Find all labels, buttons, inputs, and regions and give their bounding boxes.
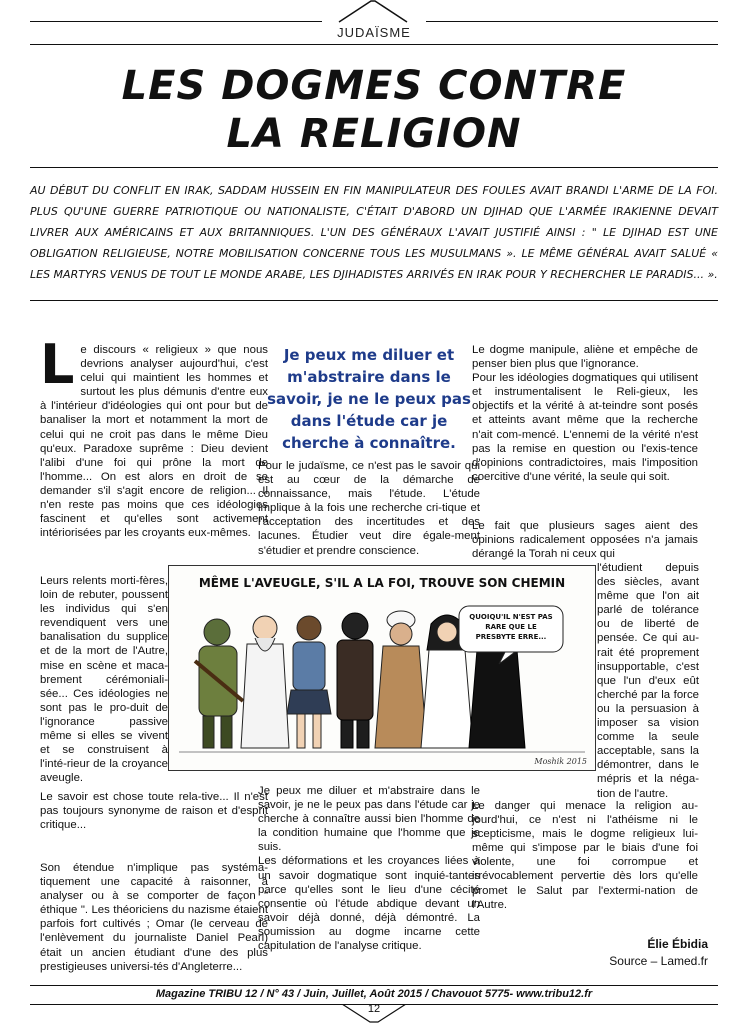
paragraph: Le fait que plusieurs sages aient des opinions radicalement opposées n'a jamais dérangé la Torah ni ceux qui — [472, 520, 698, 561]
paragraph: l'étudient depuis des siècles, avant même que l'on ait parlé de tolérance ou de liberté de pensée. Ce qui au-rait été proprement insupportable, c'est que l'un d'eux eût cherché par la force ou la persuasion à imposer sa vision comme la seule acceptable, sans la démontrer, dans le mépris et la néga-tion de l'autre. — [597, 562, 699, 800]
paragraph: Leurs relents morti-fères, loin de rebuter, poussent les individus qui s'en revendiquent vers une banalisation du supplice et de la mort de l'Autre, mise en scène et maca-brement cérémoniali-sée... Ces idéologies ne sont pas le pro-duit de l'ignorance passive même si elles se vivent et se construisent à l'inté-rieur de la croyance aveugle. — [40, 575, 168, 785]
lead-bottom-rule — [30, 300, 718, 301]
lead-top-rule — [30, 167, 718, 168]
speech-bubble-line: QUOIQU'IL N'EST PAS — [469, 613, 553, 621]
paragraph: Son étendue n'implique pas systéma-tiquement une capacité à raisonner, à analyser ou à se comporter de façon " éthique ". Les théoriciens du nazisme étaient parfois fort cultivés ; Omar (le cerveau de l'enlèvement du journaliste Daniel Pearl) était un ancien étudiant d'une des plus prestigieuses universi-tés d'Angleterre... — [40, 862, 268, 973]
cartoon-drawing — [169, 566, 595, 770]
header-rule-right — [426, 21, 718, 22]
section-label: JUDAÏSME — [337, 25, 411, 40]
pull-quote: Je peux me diluer et m'abstraire dans le savoir, je ne le peux pas dans l'étude car je cherche à connaître. — [267, 346, 471, 452]
column-2-lower — [258, 784, 480, 953]
paragraph: Le danger qui menace la religion au-jourd'hui, ce n'est ni l'athéisme ni le scepticisme, mais le dogme religieux lui-même qui s'impose par le biais d'une foi violente, une foi corrompue et irrévocablement pervertie dès lors qu'elle promet le Salut par l'extermi-nation de l'Autre. — [472, 800, 698, 911]
paragraph: Le dogme manipule, aliène et empêche de penser bien plus que l'ignorance. — [472, 344, 698, 371]
paragraph: e discours « religieux » que nous devrions analyser aujourd'hui, c'est celui qui maintient les hommes et surtout les plus démunis d'entre eux à l'intérieur d'idéologies qui ont pour but de banaliser la mort et notamment la mort de celui qui ne croit pas dans le même Dieu qu'eux. Paradoxe suprême : Dieu devient l'alibi d'une foi qui prône la mort de l'homme... On est alors en droit de se demander s'il s'agit encore de religion... Il n'en reste pas moins que ces idéologies fascinent et qu'elles sont activement intériorisées par les croyants eux-mêmes. — [40, 344, 268, 540]
paragraph: Pour les idéologies dogmatiques qui utilisent et instrumentalisent le Reli-gieux, les objectifs et la vérité à at-teindre sont posés et atteints avant même que la recherche n'ait com-mencé. L'ennemi de la vérité n'est pas la remise en question ou l'exis-tence d'opinions contradictoires, mais l'imposition coercitive d'une vérité, la seule qui soit. — [472, 372, 698, 483]
paragraph: Pour le judaïsme, ce n'est pas le savoir qui est au cœur de la démarche de connaissance, mais l'étude. L'étude implique à la fois une recherche cri-tique et l'acceptation des incertitudes et des lacunes. Étudier veut dire égale-ment s'étudier et prendre conscience. — [258, 460, 480, 557]
cartoon-caption: MÊME L'AVEUGLE, S'IL A LA FOI, TROUVE SON CHEMIN — [198, 576, 566, 590]
figure-robe-icon — [241, 616, 289, 748]
drop-cap: L — [40, 333, 75, 396]
speech-bubble-line: RARE QUE LE — [485, 623, 537, 631]
author-name: Élie Ébidia — [647, 937, 708, 951]
figure-soldier-icon — [195, 619, 243, 748]
article-source: Source – Lamed.fr — [609, 954, 708, 968]
figure-woman-icon — [287, 616, 331, 748]
header-underline — [30, 44, 718, 45]
cartoon-illustration — [168, 565, 596, 771]
cartoon-signature: Moshik 2015 — [534, 757, 587, 766]
figure-turban-icon — [375, 611, 427, 748]
speech-bubble-text — [461, 612, 561, 642]
article-title-line-2: LA RELIGION — [226, 111, 522, 157]
page-number: 12 — [367, 1003, 381, 1015]
footer-line: Magazine TRIBU 12 / N° 43 / Juin, Juillet, Août 2015 / Chavouot 5775- www.tribu12.fr — [155, 988, 593, 1000]
column-3-upper — [472, 343, 698, 484]
header-rule-left — [30, 21, 322, 22]
paragraph: Le savoir est chose toute rela-tive... Il n'est pas toujours synonyme de raison et d'esprit critique... — [40, 791, 268, 832]
paragraph: Je peux me diluer et m'abstraire dans le savoir, je ne le peux pas dans l'étude car je cherche à connaître aussi bien l'homme de la condition humaine que l'homme que je suis. — [258, 785, 480, 854]
article-title — [40, 62, 708, 158]
article-lead: AU DÉBUT DU CONFLIT EN IRAK, SADDAM HUSSEIN EN FIN MANIPULATEUR DES FOULES AVAIT BRANDI L'ARME DE LA FOI. PLUS QU'UNE GUERRE PATRIOTIQUE OU NATIONALISTE, C'ÉTAIT D'ABORD UN DJIHAD QUE L'ARMÉE IRAKIENNE DEVAIT LIVRER AUX AMÉRICAINS ET AUX BRITANNIQUES. L'UN DES GÉNÉRAUX L'AVAIT JUSTIFIÉ AINSI : " LE DJIHAD EST UNE OBLIGATION RELIGIEUSE, NOTRE MOBILISATION CONCERNE TOUS LES MUSULMANS ». LE MÊME GÉNÉRAL AVAIT SALUÉ « LES MARTYRS VENUS DE TOUT LE MONDE ARABE, LES DJIHADISTES ARRIVÉS EN IRAK POUR Y RECHERCHER LE PARADIS... ». — [30, 184, 718, 281]
footer-top-rule — [30, 985, 718, 986]
speech-bubble-line: PRESBYTE ERRE... — [475, 633, 547, 641]
header-triangle-icon — [318, 0, 430, 24]
column-1-intro — [40, 333, 268, 540]
figure-masked-icon — [337, 613, 373, 748]
article-title-line-1: LES DOGMES CONTRE — [121, 63, 627, 109]
paragraph: Les déformations et les croyances liées à un savoir dogmatique sont inquié-tantes parce qu'elles sont le lieu d'une cécité consentie où l'étude abdique devant un savoir déjà donné, déjà démontré. La soumission au dogme incarne cette capitulation de l'analyse critique. — [258, 855, 480, 953]
